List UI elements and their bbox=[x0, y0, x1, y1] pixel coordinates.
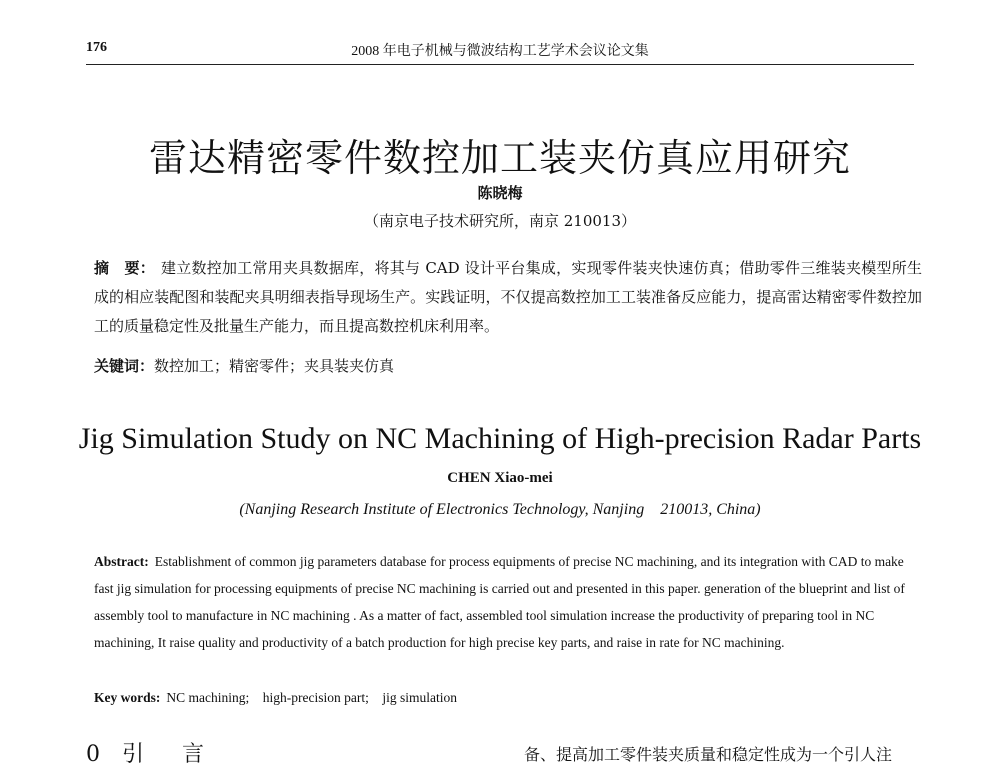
chinese-author: 陈晓梅 bbox=[477, 184, 523, 202]
english-author: CHEN Xiao-mei bbox=[447, 470, 553, 486]
chinese-abstract-label: 摘 要： bbox=[94, 259, 156, 277]
body-text-fragment: 备、提高加工零件装夹质量和稳定性成为一个引人注 bbox=[524, 745, 893, 764]
journal-name: 2008 年电子机械与微波结构工艺学术会议论文集 bbox=[351, 44, 649, 59]
english-keywords bbox=[94, 686, 922, 706]
english-keywords-text: NC machining; high-precision part; jig simulation bbox=[166, 690, 457, 705]
chinese-keywords-text: 数控加工；精密零件；夹具装夹仿真 bbox=[154, 357, 395, 375]
chinese-keywords bbox=[94, 355, 922, 376]
chinese-abstract-text: 建立数控加工常用夹具数据库，将其与 CAD 设计平台集成，实现零件装夹快速仿真；借助零件三维装夹模型所生成的相应装配图和装配夹具明细表指导现场生产。实践证明，不仅提高数控加工工装准备反应能力，提高雷达精密零件数控加工的质量稳定性及批量生产能力，而且提高数控机床利用率。 bbox=[94, 259, 922, 335]
english-abstract bbox=[94, 548, 922, 656]
running-header bbox=[86, 40, 914, 65]
section-number: 0 bbox=[86, 742, 108, 767]
section-heading bbox=[86, 737, 212, 768]
english-affiliation: (Nanjing Research Institute of Electronics Technology, Nanjing 210013, China) bbox=[239, 501, 761, 518]
chinese-affiliation: （南京电子技术研究所，南京 210013） bbox=[363, 212, 637, 230]
english-keywords-label: Key words: bbox=[94, 690, 161, 705]
english-abstract-text: Establishment of common jig parameters database for process equipments of precise NC machining, and its integration with CAD to make fast jig simulation for processing equipments of precise NC machining is carried out and presented in this paper. generation of the blueprint and list of assembly tool to manufacture in NC machining . As a matter of fact, assembled tool simulation increase the productivity of preparing tool in NC machining, It raise quality and productivity of a batch production for high precise key parts, and raise in rate for NC machining. bbox=[94, 554, 905, 650]
page-number: 176 bbox=[86, 40, 107, 55]
english-abstract-label: Abstract: bbox=[94, 554, 149, 569]
english-title: Jig Simulation Study on NC Machining of High-precision Radar Parts bbox=[78, 422, 922, 455]
chinese-keywords-label: 关键词： bbox=[94, 357, 155, 375]
chinese-title: 雷达精密零件数控加工装夹仿真应用研究 bbox=[148, 136, 851, 180]
chinese-abstract bbox=[94, 254, 922, 341]
section-title: 引 言 bbox=[122, 742, 213, 767]
